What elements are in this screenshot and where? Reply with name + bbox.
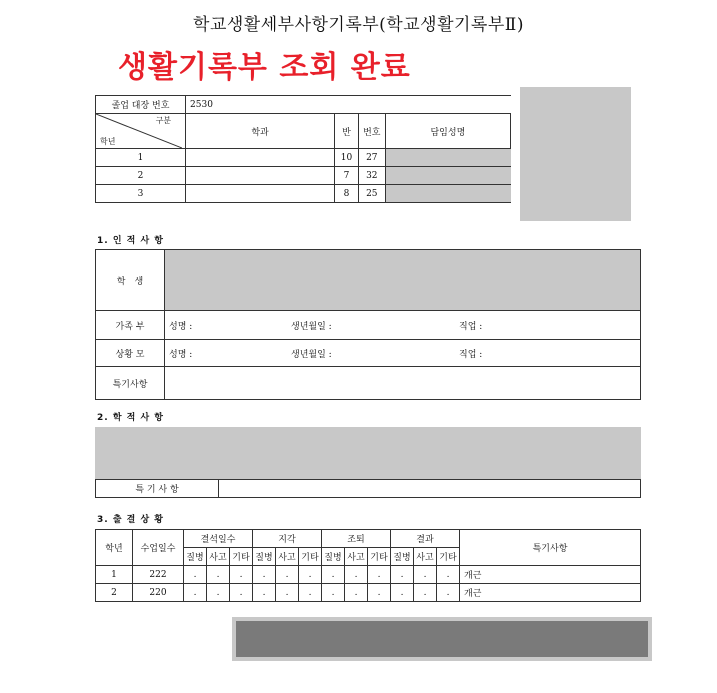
diag-top-label: 구분 xyxy=(155,116,172,125)
section3-heading: 3. 출 결 상 황 xyxy=(97,515,164,525)
row-teacher-redacted xyxy=(385,149,510,167)
sub-illness: 질병 xyxy=(253,548,276,566)
att-mark: . xyxy=(253,566,276,584)
group-late: 지각 xyxy=(253,530,322,548)
row-number: 32 xyxy=(358,167,385,185)
sub-accident: 사고 xyxy=(345,548,368,566)
att-mark: . xyxy=(207,566,230,584)
att-mark: . xyxy=(391,566,414,584)
row-grade: 2 xyxy=(96,167,186,185)
status-banner: 생활기록부 조회 완료 xyxy=(118,50,411,85)
attendance-table xyxy=(95,529,641,602)
att-mark: . xyxy=(414,584,437,602)
group-early: 조퇴 xyxy=(322,530,391,548)
att-mark: . xyxy=(276,584,299,602)
sub-accident: 사고 xyxy=(207,548,230,566)
att-mark: . xyxy=(299,584,322,602)
att-mark: . xyxy=(345,566,368,584)
att-mark: . xyxy=(184,584,207,602)
col-class: 반 xyxy=(335,114,359,149)
att-mark: . xyxy=(230,584,253,602)
att-mark: . xyxy=(414,566,437,584)
att-mark: . xyxy=(437,584,460,602)
att-mark: . xyxy=(230,566,253,584)
row-grade: 3 xyxy=(96,185,186,203)
row-class: 8 xyxy=(335,185,359,203)
group-result: 결과 xyxy=(391,530,460,548)
att-mark: . xyxy=(368,566,391,584)
sub-accident: 사고 xyxy=(414,548,437,566)
seal-redacted xyxy=(236,621,648,657)
row-dept xyxy=(186,167,335,185)
sub-accident: 사고 xyxy=(276,548,299,566)
col-days: 수업일수 xyxy=(133,530,184,566)
row-class: 10 xyxy=(335,149,359,167)
group-absent: 결석일수 xyxy=(184,530,253,548)
col-dept: 학과 xyxy=(186,114,335,149)
sub-illness: 질병 xyxy=(184,548,207,566)
col-number: 번호 xyxy=(358,114,385,149)
att-mark: . xyxy=(299,566,322,584)
academic-records-redacted xyxy=(95,427,641,479)
ledger-number: 2530 xyxy=(186,96,511,114)
mother-name: 성명 : xyxy=(165,340,288,367)
father-job: 직업 : xyxy=(455,311,641,340)
row-grade: 1 xyxy=(96,149,186,167)
personal-table xyxy=(95,249,641,400)
row-teacher-redacted xyxy=(385,185,510,203)
academic-special-table xyxy=(95,479,641,498)
sub-other: 기타 xyxy=(437,548,460,566)
seal-redaction-frame xyxy=(232,617,652,661)
att-mark: . xyxy=(207,584,230,602)
col-teacher: 담임성명 xyxy=(385,114,510,149)
mother-job: 직업 : xyxy=(455,340,641,367)
section1-heading: 1. 인 적 사 항 xyxy=(97,236,164,246)
row-class: 7 xyxy=(335,167,359,185)
att-special: 개근 xyxy=(460,584,641,602)
att-mark: . xyxy=(322,566,345,584)
mother-birth: 생년월일 : xyxy=(287,340,455,367)
col-special: 특기사항 xyxy=(460,530,641,566)
diagonal-header-cell xyxy=(96,114,186,149)
att-special: 개근 xyxy=(460,566,641,584)
special-value xyxy=(165,367,641,400)
att-mark: . xyxy=(437,566,460,584)
mother-label: 상황 모 xyxy=(96,340,165,367)
att-mark: . xyxy=(322,584,345,602)
att-mark: . xyxy=(345,584,368,602)
document-title: 학교생활세부사항기록부(학교생활기록부Ⅱ) xyxy=(193,15,524,35)
att-days: 222 xyxy=(133,566,184,584)
att-mark: . xyxy=(276,566,299,584)
att-mark: . xyxy=(391,584,414,602)
sub-illness: 질병 xyxy=(322,548,345,566)
row-teacher-redacted xyxy=(385,167,510,185)
row-number: 27 xyxy=(358,149,385,167)
academic-special-value xyxy=(219,480,641,498)
student-info-redacted xyxy=(165,250,641,311)
att-days: 220 xyxy=(133,584,184,602)
attendance-row xyxy=(96,566,641,584)
section2-heading: 2. 학 적 사 항 xyxy=(97,413,164,423)
row-dept xyxy=(186,149,335,167)
student-label: 학 생 xyxy=(96,250,165,311)
father-label: 가족 부 xyxy=(96,311,165,340)
att-grade: 2 xyxy=(96,584,133,602)
photo-redacted xyxy=(520,87,631,221)
sub-other: 기타 xyxy=(299,548,322,566)
ledger-table xyxy=(95,95,511,203)
row-dept xyxy=(186,185,335,203)
col-grade: 학년 xyxy=(96,530,133,566)
ledger-label: 졸업 대장 번호 xyxy=(96,96,186,114)
sub-illness: 질병 xyxy=(391,548,414,566)
father-birth: 생년월일 : xyxy=(287,311,455,340)
diag-bottom-label: 학년 xyxy=(100,137,116,146)
sub-other: 기타 xyxy=(368,548,391,566)
att-mark: . xyxy=(253,584,276,602)
att-mark: . xyxy=(184,566,207,584)
special-label: 특기사항 xyxy=(96,367,165,400)
att-grade: 1 xyxy=(96,566,133,584)
attendance-row xyxy=(96,584,641,602)
sub-other: 기타 xyxy=(230,548,253,566)
academic-special-label: 특 기 사 항 xyxy=(96,480,219,498)
row-number: 25 xyxy=(358,185,385,203)
att-mark: . xyxy=(368,584,391,602)
father-name: 성명 : xyxy=(165,311,288,340)
